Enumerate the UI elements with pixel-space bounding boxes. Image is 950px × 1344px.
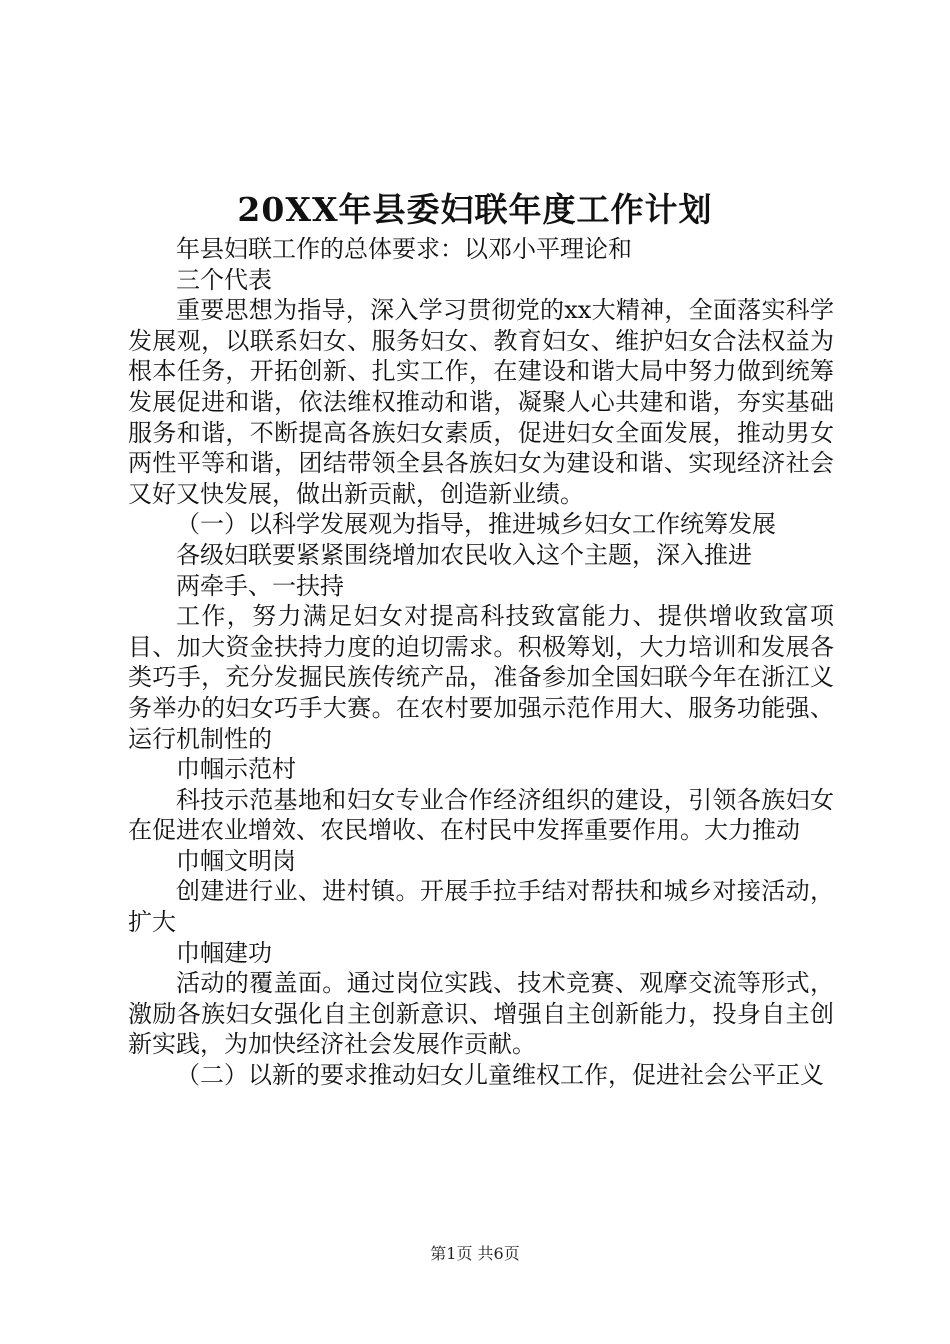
document-body bbox=[128, 234, 834, 1091]
paragraph-create-industries: 创建进行业、进村镇。开展手拉手结对帮扶和城乡对接活动，扩大 bbox=[128, 877, 834, 937]
paragraph-tech-demo-base: 科技示范基地和妇女专业合作经济组织的建设，引领各族妇女在促进农业增效、农民增收、在村民中发挥重要作用。大力推动 bbox=[128, 785, 834, 845]
paragraph-three-represents: 三个代表 bbox=[176, 265, 272, 294]
paragraph-work-needs: 工作，努力满足妇女对提高科技致富能力、提供增收致富项目、加大资金扶持力度的迫切需求。积极筹划，大力培训和发展各类巧手，充分发掘民族传统产品，准备参加全国妇联今年在浙江义务举办的妇女巧手大赛。在农村要加强示范作用大、服务功能强、运行机制性的 bbox=[128, 602, 834, 753]
document-title: 20XX年县委妇联年度工作计划 bbox=[237, 190, 713, 229]
section-heading-2: （二）以新的要求推动妇女儿童维权工作，促进社会公平正义 bbox=[176, 1061, 824, 1090]
paragraph-general-requirement: 年县妇联工作的总体要求：以邓小平理论和 bbox=[176, 235, 632, 263]
page-footer: 第1页 共6页 bbox=[430, 1244, 520, 1263]
section-heading-1: （一）以科学发展观为指导，推进城乡妇女工作统筹发展 bbox=[176, 510, 776, 539]
paragraph-guiding-thought: 重要思想为指导，深入学习贯彻党的xx大精神，全面落实科学发展观，以联系妇女、服务妇女、教育妇女、维护妇女合法权益为根本任务，开拓创新、扎实工作，在建设和谐大局中努力做到统筹发展促进和谐，依法维权推动和谐，凝聚人心共建和谐，夯实基础服务和谐，不断提高各族妇女素质，促进妇女全面发展，推动男女两性平等和谐，团结带领全县各族妇女为建设和谐、实现经济社会又好又快发展，做出新贡献，创造新业绩。 bbox=[128, 296, 834, 508]
paragraph-model-village: 巾帼示范村 bbox=[176, 755, 296, 784]
paragraph-civilized-post: 巾帼文明岗 bbox=[176, 846, 296, 875]
paragraph-increase-income: 各级妇联要紧紧围绕增加农民收入这个主题，深入推进 bbox=[176, 540, 752, 569]
paragraph-women-achievement: 巾帼建功 bbox=[176, 938, 272, 967]
paragraph-two-hands-one-support: 两牵手、一扶持 bbox=[176, 571, 344, 600]
paragraph-activity-coverage: 活动的覆盖面。通过岗位实践、技术竞赛、观摩交流等形式，激励各族妇女强化自主创新意识、增强自主创新能力，投身自主创新实践，为加快经济社会发展作贡献。 bbox=[128, 969, 834, 1059]
